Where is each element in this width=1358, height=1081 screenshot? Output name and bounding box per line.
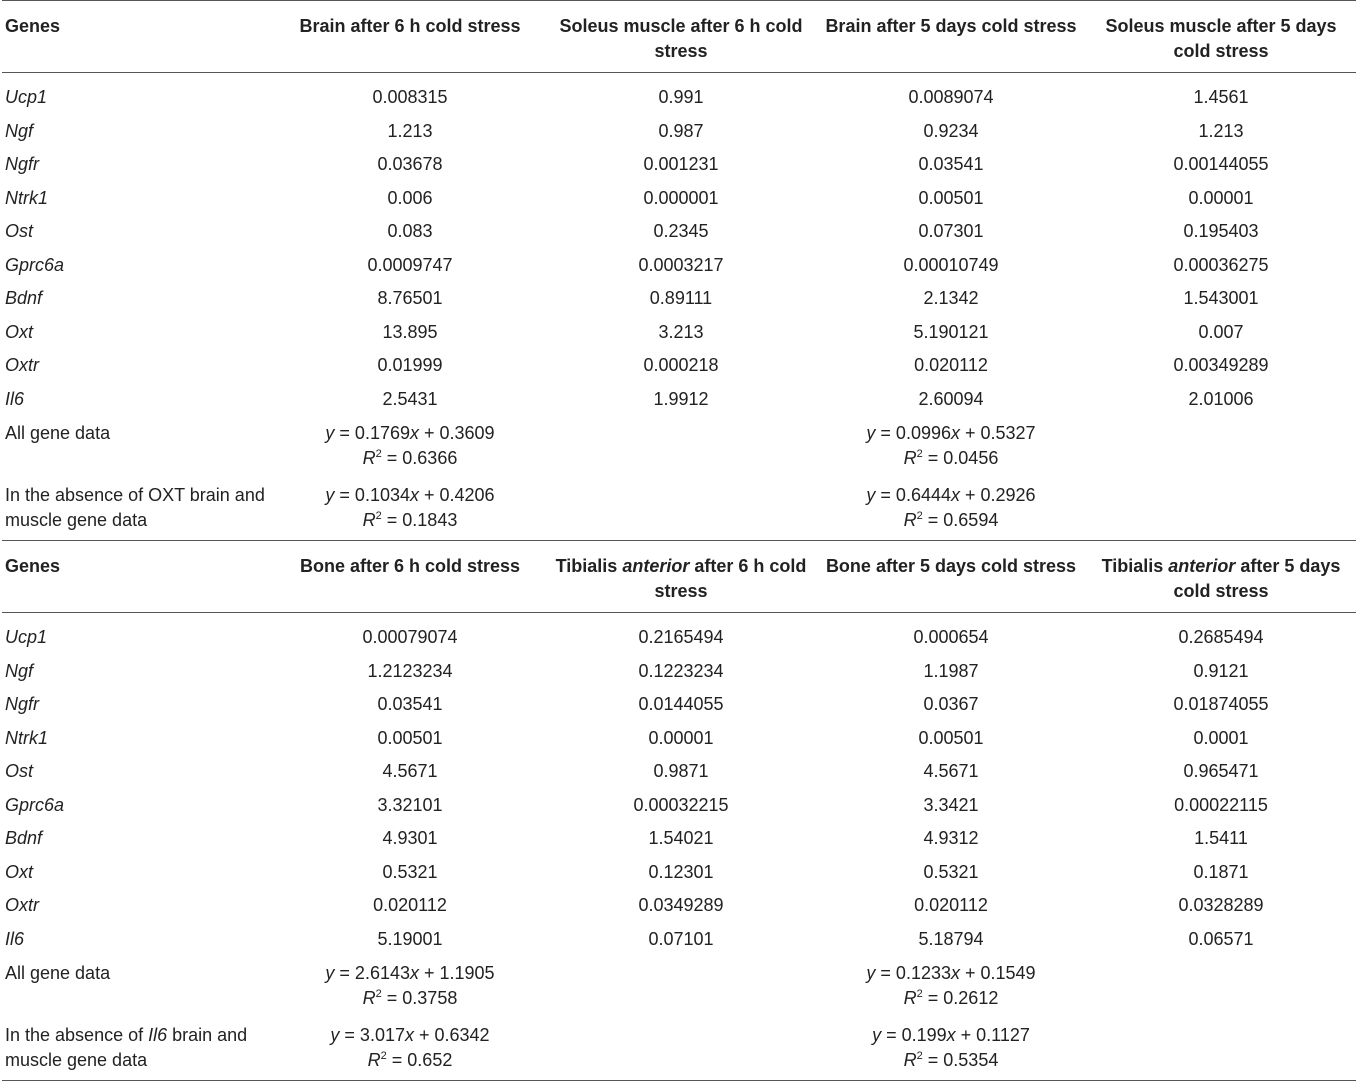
value-cell: 0.006 [387,187,433,208]
gene-name: Il6 [5,928,25,949]
value-cell: 5.18794 [918,928,984,949]
value-cell: 1.5411 [1194,828,1248,848]
header-brain-5d: Brain after 5 days cold stress [816,1,1086,73]
value-cell: 4.9301 [382,828,438,848]
table-row [2,282,1356,316]
table2-header-row [2,541,1356,613]
value-cell: 0.00001 [648,727,714,748]
value-cell: 0.00349289 [1173,355,1269,375]
value-cell: 8.76501 [377,288,443,308]
gene-name: Oxt [5,861,34,882]
table1-body [2,73,1356,417]
table1-header-row [2,1,1356,73]
table2-body [2,613,1356,957]
value-cell: 2.01006 [1188,388,1254,409]
value-cell: 2.60094 [918,388,984,409]
value-cell: 0.0003217 [638,254,724,275]
regression-equation: y = 0.1769x + 0.3609 $R^2 = 0.6366$ [325,423,495,468]
gene-name: Ost [5,761,34,781]
gene-name: Ucp1 [5,627,48,647]
value-cell: 0.020112 [914,895,988,915]
gene-name: Gprc6a [5,794,65,815]
value-cell: 0.0144055 [638,694,724,714]
table2-header [2,541,1356,613]
value-cell: 1.213 [387,120,433,141]
value-cell: 0.987 [658,120,704,141]
table-row [2,249,1356,283]
value-cell: 0.00501 [918,187,984,208]
table1-all-gene-row [2,416,1356,478]
gene-name: Ntrk1 [5,187,49,208]
value-cell: 0.000001 [643,187,719,208]
table-row [2,923,1356,957]
value-cell: 1.4561 [1193,87,1249,107]
value-cell: 1.9912 [653,388,709,409]
value-cell: 0.00010749 [903,254,999,275]
regression-equation: y = 0.199x + 0.1127 $R^2 = 0.5354$ [872,1025,1030,1070]
value-cell: 0.01999 [377,355,443,375]
value-cell: 2.1342 [923,288,979,308]
value-cell: 0.008315 [372,87,448,107]
value-cell: 3.213 [658,321,704,342]
table-row [2,148,1356,182]
regression-equation: y = 0.1233x + 0.1549 $R^2 = 0.2612$ [866,963,1036,1008]
header-brain-6h: Brain after 6 h cold stress [274,1,546,73]
value-cell: 0.03541 [377,694,443,714]
value-cell: 1.1987 [923,660,979,681]
value-cell: 1.2123234 [367,660,453,681]
value-cell: 0.0328289 [1178,895,1264,915]
table-row [2,755,1356,789]
value-cell: 1.54021 [648,828,714,848]
value-cell: 5.190121 [913,321,989,342]
value-cell: 0.00501 [377,727,443,748]
table-row [2,822,1356,856]
table-row [2,856,1356,890]
value-cell: 0.03541 [918,154,984,174]
table-row [2,215,1356,249]
value-cell: 0.0001 [1193,727,1249,748]
row-label: In the absence of Il6 brain and muscle gene data [5,1025,248,1070]
header-soleus-6h: Soleus muscle after 6 h cold stress [546,1,816,73]
regression-equation: y = 0.1034x + 0.4206 $R^2 = 0.1843$ [325,485,495,530]
value-cell: 0.083 [387,221,433,241]
gene-name: Oxtr [5,355,39,375]
value-cell: 13.895 [382,321,438,342]
value-cell: 0.0367 [923,694,979,714]
gene-name: Bdnf [5,828,43,848]
table-row [2,182,1356,216]
header-bone-6h: Bone after 6 h cold stress [274,541,546,613]
row-label: All gene data [5,423,111,443]
value-cell: 0.001231 [643,154,719,174]
regression-equation: y = 3.017x + 0.6342 $R^2 = 0.652$ [330,1025,490,1070]
table2-all-gene-row [2,956,1356,1018]
table-row [2,722,1356,756]
value-cell: 0.2345 [653,221,709,241]
table-row [2,688,1356,722]
value-cell: 0.00144055 [1173,154,1269,174]
value-cell: 0.020112 [914,355,988,375]
value-cell: 2.5431 [382,388,438,409]
value-cell: 0.991 [658,87,704,107]
value-cell: 0.5321 [382,861,438,882]
value-cell: 4.9312 [923,828,979,848]
table1-absence-row [2,478,1356,541]
gene-name: Ucp1 [5,87,48,107]
value-cell: 0.9234 [923,120,979,141]
table-row [2,73,1356,115]
value-cell: 0.9871 [653,761,709,781]
value-cell: 0.965471 [1183,761,1259,781]
value-cell: 0.00022115 [1174,794,1268,815]
value-cell: 0.9121 [1193,660,1249,681]
table-row [2,349,1356,383]
gene-name: Ost [5,221,34,241]
table2-absence-row [2,1018,1356,1081]
header-tibialis-6h: Tibialis anterior after 6 h cold stress [546,541,816,613]
value-cell: 5.19001 [377,928,443,949]
table1-regression [2,416,1356,541]
table-row [2,789,1356,823]
gene-name: Bdnf [5,288,43,308]
header-bone-5d: Bone after 5 days cold stress [816,541,1086,613]
value-cell: 0.0009747 [367,254,453,275]
value-cell: 0.06571 [1188,928,1254,949]
value-cell: 0.01874055 [1173,694,1269,714]
value-cell: 0.07101 [648,928,714,949]
value-cell: 0.00501 [918,727,984,748]
regression-equation: y = 2.6143x + 1.1905 $R^2 = 0.3758$ [325,963,495,1008]
gene-name: Oxt [5,321,34,342]
value-cell: 0.0089074 [908,87,994,107]
value-cell: 0.00036275 [1173,254,1269,275]
table-row [2,383,1356,417]
value-cell: 0.0349289 [638,895,724,915]
gene-name: Il6 [5,388,25,409]
value-cell: 0.000654 [913,627,989,647]
value-cell: 0.03678 [377,154,443,174]
value-cell: 0.020112 [373,895,447,915]
table-row [2,889,1356,923]
value-cell: 4.5671 [382,761,438,781]
value-cell: 3.3421 [923,794,979,815]
value-cell: 0.5321 [923,861,979,882]
value-cell: 0.1871 [1193,861,1249,882]
value-cell: 0.89111 [649,288,713,308]
regression-equation: y = 0.6444x + 0.2926 $R^2 = 0.6594$ [866,485,1036,530]
value-cell: 0.000218 [643,355,719,375]
value-cell: 0.00001 [1188,187,1254,208]
value-cell: 3.32101 [377,794,443,815]
gene-name: Ngfr [5,154,40,174]
header-soleus-5d: Soleus muscle after 5 days cold stress [1086,1,1356,73]
header-tibialis-5d: Tibialis anterior after 5 days cold stress [1086,541,1356,613]
gene-expression-table [2,0,1356,1081]
value-cell: 0.195403 [1183,221,1259,241]
gene-name: Oxtr [5,895,39,915]
value-cell: 0.2685494 [1178,627,1264,647]
value-cell: 1.543001 [1183,288,1259,308]
gene-name: Ngf [5,120,34,141]
value-cell: 0.12301 [648,861,714,882]
gene-name: Gprc6a [5,254,65,275]
table-row [2,655,1356,689]
row-label: All gene data [5,963,111,983]
gene-name: Ngf [5,660,34,681]
table2-regression [2,956,1356,1081]
value-cell: 0.07301 [918,221,984,241]
table-row [2,115,1356,149]
value-cell: 0.1223234 [638,660,724,681]
value-cell: 0.007 [1198,321,1244,342]
table-row [2,613,1356,655]
header-genes: Genes [2,541,274,613]
value-cell: 0.00079074 [362,627,458,647]
table-row [2,316,1356,350]
value-cell: 0.2165494 [638,627,724,647]
value-cell: 0.00032215 [633,794,729,815]
gene-name: Ngfr [5,694,40,714]
gene-name: Ntrk1 [5,727,49,748]
regression-equation: y = 0.0996x + 0.5327 $R^2 = 0.0456$ [866,423,1036,468]
value-cell: 1.213 [1198,120,1244,141]
header-genes: Genes [2,1,274,73]
value-cell: 4.5671 [923,761,979,781]
row-label: In the absence of OXT brain and muscle gene data [5,485,265,530]
